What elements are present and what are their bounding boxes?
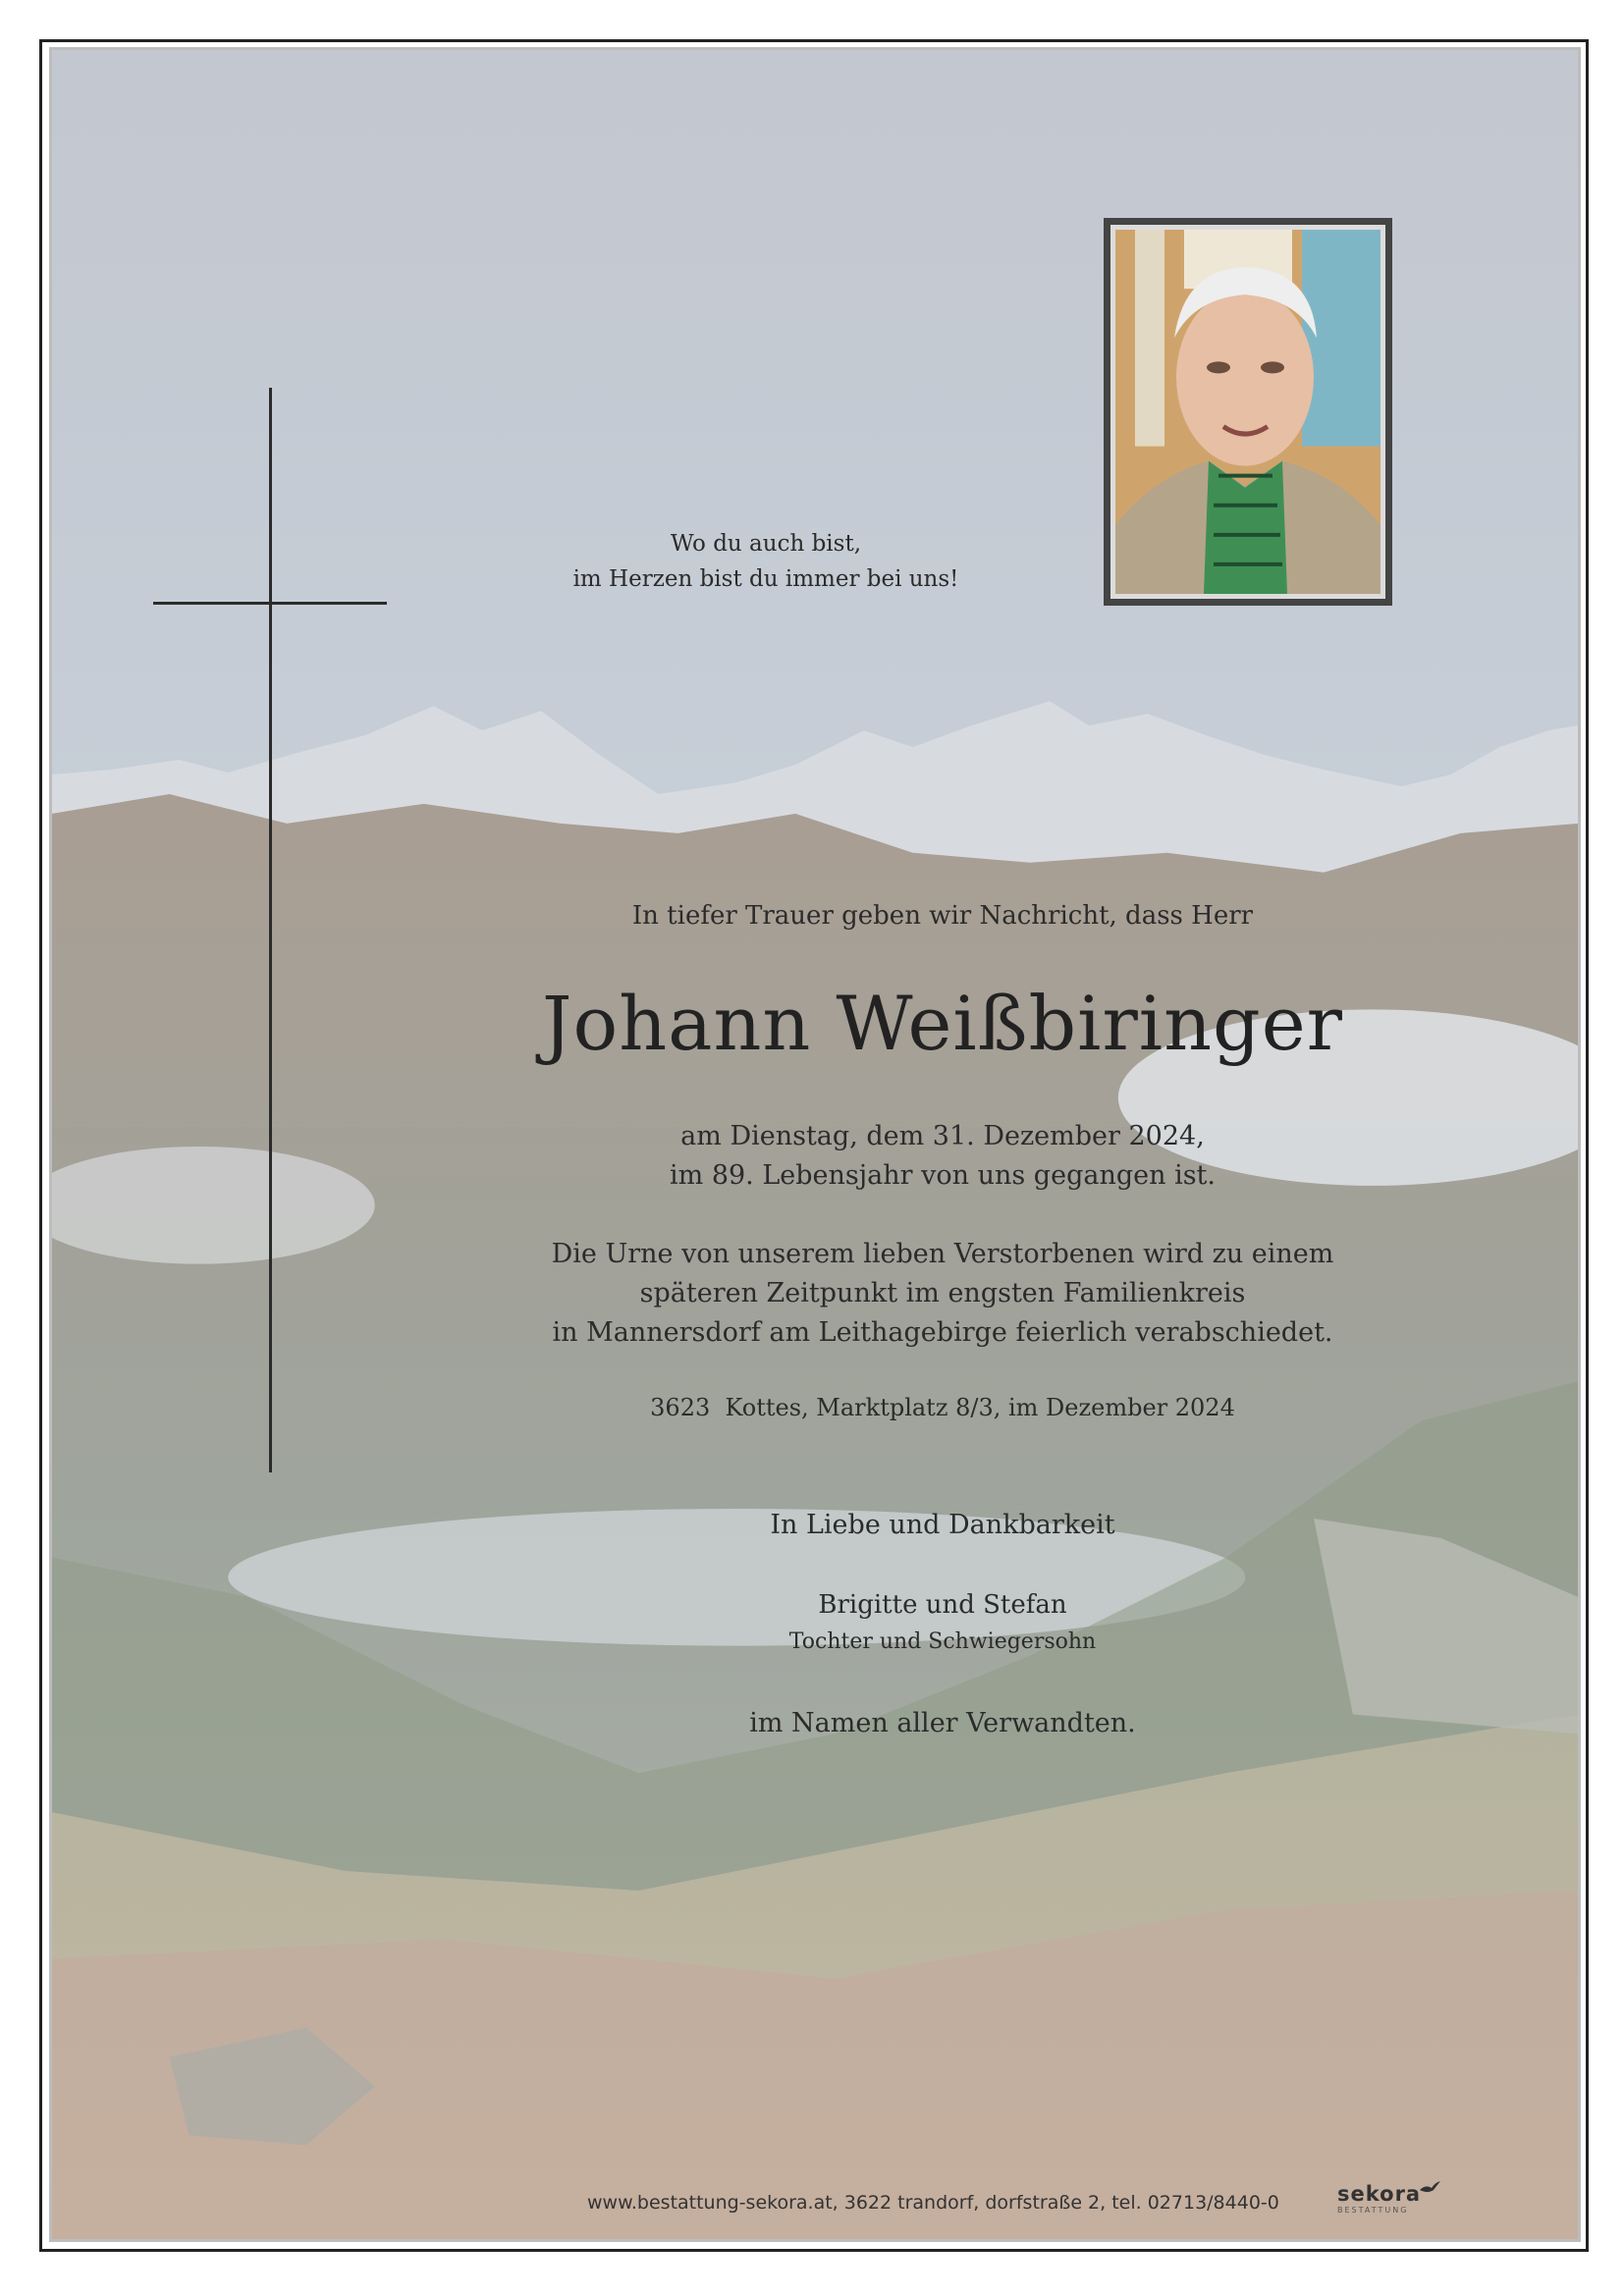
death-date-line-1: am Dienstag, dem 31. Dezember 2024, xyxy=(680,1121,1205,1151)
cross-horizontal-bar xyxy=(153,602,387,605)
portrait-photo xyxy=(1104,218,1392,606)
footer-contact: www.bestattung-sekora.at, 3622 trandorf, dorfstraße 2, tel. 02713/8440-0 xyxy=(587,2192,1279,2214)
verse-line-2: im Herzen bist du immer bei uns! xyxy=(572,566,959,592)
logo-text: sekora xyxy=(1337,2182,1422,2206)
closing-phrase: In Liebe und Dankbarkeit xyxy=(770,1510,1115,1540)
deceased-name: Johann Weißbiringer xyxy=(542,980,1343,1067)
portrait-matte xyxy=(1110,225,1385,599)
verse xyxy=(511,526,1021,597)
cross-vertical-bar xyxy=(269,388,272,1472)
death-date-block xyxy=(550,1117,1335,1196)
mourner-names: Brigitte und Stefan xyxy=(818,1590,1067,1620)
urn-notice-line-1: Die Urne von unserem lieben Verstorbenen wird zu einem xyxy=(551,1239,1334,1269)
urn-notice-line-3: in Mannersdorf am Leithagebirge feierlich verabschiedet. xyxy=(552,1317,1333,1348)
sekora-logo xyxy=(1337,2182,1445,2221)
verse-line-1: Wo du auch bist, xyxy=(670,531,862,557)
relatives-line: im Namen aller Verwandten. xyxy=(749,1708,1136,1738)
elderly-man-portrait xyxy=(1115,230,1380,594)
announcement-intro: In tiefer Trauer geben wir Nachricht, dass Herr xyxy=(631,901,1254,931)
urn-notice-line-2: späteren Zeitpunkt im engsten Familienkreis xyxy=(639,1278,1246,1308)
bird-icon xyxy=(1418,2180,1441,2196)
death-date-line-2: im 89. Lebensjahr von uns gegangen ist. xyxy=(670,1160,1216,1191)
logo-subtitle: BESTATTUNG xyxy=(1337,2206,1409,2215)
place-and-date: 3623 Kottes, Marktplatz 8/3, im Dezember 2024 xyxy=(650,1394,1235,1421)
mourner-relation: Tochter und Schwiegersohn xyxy=(788,1629,1097,1654)
urn-notice xyxy=(452,1235,1434,1353)
